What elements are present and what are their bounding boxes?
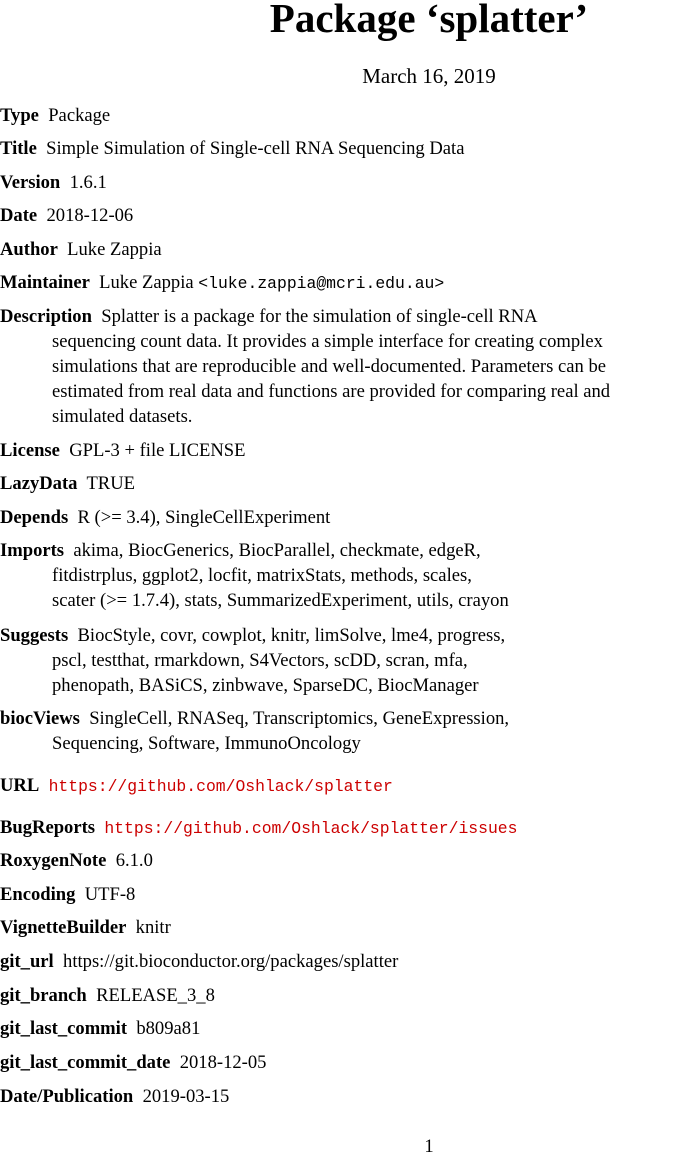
field-value: Luke Zappia — [67, 239, 162, 260]
biocviews-line: SingleCell, RNASeq, Transcriptomics, GeneExpression, — [89, 708, 510, 729]
url-link[interactable]: https://github.com/Oshlack/splatter — [48, 777, 393, 796]
description-line: estimated from real data and functions are provided for comparing real and — [52, 381, 611, 402]
page-number: 1 — [424, 1136, 434, 1157]
field-bugreports — [0, 815, 674, 841]
field-imports — [0, 538, 674, 613]
field-value: R (>= 3.4), SingleCellExperiment — [77, 507, 331, 528]
field-date — [0, 203, 674, 228]
field-key: URL — [0, 775, 40, 796]
field-key: Author — [0, 239, 58, 260]
field-license — [0, 438, 674, 463]
field-url — [0, 773, 674, 799]
field-key: Description — [0, 306, 92, 327]
field-depends — [0, 505, 674, 530]
field-type — [0, 103, 674, 128]
description-line: simulated datasets. — [52, 406, 193, 427]
field-value: Package — [48, 105, 111, 126]
bugreports-link[interactable]: https://github.com/Oshlack/splatter/issues — [104, 819, 518, 838]
field-key: Version — [0, 172, 61, 193]
field-value: 1.6.1 — [69, 172, 107, 193]
field-key: BugReports — [0, 817, 96, 838]
field-value: knitr — [135, 917, 171, 938]
field-key: Maintainer — [0, 272, 90, 293]
field-key: VignetteBuilder — [0, 917, 127, 938]
field-encoding — [0, 882, 674, 907]
field-value: 6.1.0 — [115, 850, 153, 871]
imports-line: scater (>= 1.7.4), stats, SummarizedExperiment, utils, crayon — [52, 590, 509, 611]
field-value: https://git.bioconductor.org/packages/splatter — [63, 951, 399, 972]
package-title: Package ‘splatter’ — [269, 0, 589, 41]
field-key: git_last_commit_date — [0, 1052, 171, 1073]
field-key: LazyData — [0, 473, 78, 494]
field-key: Imports — [0, 540, 65, 561]
field-value: 2018-12-05 — [179, 1052, 267, 1073]
biocviews-line: Sequencing, Software, ImmunoOncology — [52, 733, 361, 754]
field-git-last-commit-date — [0, 1050, 674, 1075]
field-roxygennote — [0, 848, 674, 873]
field-key: Type — [0, 105, 39, 126]
field-vignettebuilder — [0, 915, 674, 940]
field-maintainer — [0, 270, 674, 296]
field-value: Simple Simulation of Single-cell RNA Sequencing Data — [46, 138, 465, 159]
field-git-url — [0, 949, 674, 974]
field-value: GPL-3 + file LICENSE — [69, 440, 246, 461]
field-lazydata — [0, 471, 674, 496]
field-git-last-commit — [0, 1016, 674, 1041]
field-key: Date/Publication — [0, 1086, 134, 1107]
field-key: Date — [0, 205, 38, 226]
description-line: sequencing count data. It provides a simple interface for creating complex — [52, 331, 603, 352]
description-line: simulations that are reproducible and well-documented. Parameters can be — [52, 356, 606, 377]
field-value: UTF-8 — [84, 884, 136, 905]
field-key: Depends — [0, 507, 69, 528]
field-git-branch — [0, 983, 674, 1008]
field-suggests — [0, 623, 674, 698]
field-version — [0, 170, 674, 195]
field-key: Encoding — [0, 884, 76, 905]
field-value: b809a81 — [136, 1018, 201, 1039]
document-date: March 16, 2019 — [362, 64, 496, 88]
suggests-line: BiocStyle, covr, cowplot, knitr, limSolve, lme4, progress, — [77, 625, 506, 646]
field-key: git_branch — [0, 985, 87, 1006]
field-value: TRUE — [86, 473, 135, 494]
suggests-line: pscl, testthat, rmarkdown, S4Vectors, scDD, scran, mfa, — [52, 650, 468, 671]
imports-line: akima, BiocGenerics, BiocParallel, checkmate, edgeR, — [73, 540, 481, 561]
maintainer-name: Luke Zappia — [99, 272, 194, 293]
field-author — [0, 237, 674, 262]
imports-line: fitdistrplus, ggplot2, locfit, matrixStats, methods, scales, — [52, 565, 472, 586]
field-key: biocViews — [0, 708, 80, 729]
field-title — [0, 136, 674, 161]
field-description — [0, 304, 674, 429]
field-date-publication — [0, 1084, 674, 1109]
field-value: 2019-03-15 — [142, 1086, 230, 1107]
field-value: 2018-12-06 — [46, 205, 134, 226]
field-value: RELEASE_3_8 — [96, 985, 215, 1006]
field-key: git_last_commit — [0, 1018, 128, 1039]
description-line: Splatter is a package for the simulation of single-cell RNA — [101, 306, 538, 327]
suggests-line: phenopath, BASiCS, zinbwave, SparseDC, BiocManager — [52, 675, 479, 696]
field-biocviews — [0, 706, 674, 756]
field-key: Suggests — [0, 625, 69, 646]
field-key: License — [0, 440, 60, 461]
field-key: git_url — [0, 951, 54, 972]
maintainer-email[interactable]: <luke.zappia@mcri.edu.au> — [198, 274, 445, 293]
field-key: RoxygenNote — [0, 850, 107, 871]
field-key: Title — [0, 138, 37, 159]
